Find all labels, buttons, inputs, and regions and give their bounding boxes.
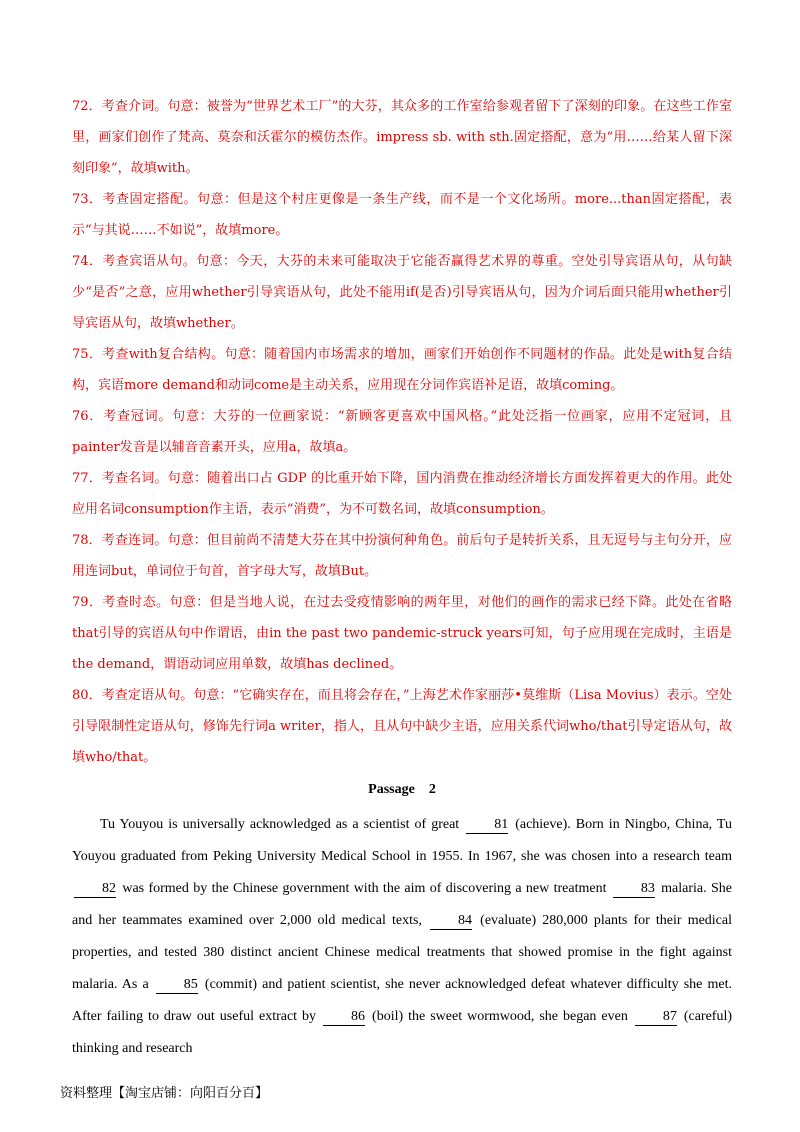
answer-item [72,525,732,587]
passage-segment: malaria. She and her teammates examined over 2,000 old medical texts, [72,881,732,928]
answer-text: ．考查介词。句意：被誉为“世界艺术工厂”的大芬，其众多的工作室给参观者留下了深刻的印象。在这些工作室里，画家们创作了梵高、莫奈和沃霍尔的模仿杰作。impress sb. with sth.固定搭配，意为“用……给某人留下深刻印象”，故填with。 [72,99,732,176]
answer-text: ．考查时态。句意：但是当地人说，在过去受疫情影响的两年里，对他们的画作的需求已经下降。此处在省略that引导的宾语从句中作谓语，由in the past two pandemic-struck years可知，句子应用现在完成时，主语是the demand，谓语动词应用单数，故填has declined。 [72,595,732,672]
answer-number: 80 [72,688,89,703]
answer-explanations [72,91,732,773]
answer-text: ．考查固定搭配。句意：但是这个村庄更像是一条生产线，而不是一个文化场所。more...than固定搭配，表示“与其说……不如说”，故填more。 [72,192,732,238]
footer-source: 资料整理【淘宝店铺：向阳百分百】 [60,1086,269,1101]
blank-85: 85 [156,977,198,994]
answer-item [72,463,732,525]
answer-item [72,680,732,773]
answer-number: 79 [72,595,89,610]
document-page [72,91,732,1065]
answer-item [72,401,732,463]
answer-number: 77 [72,471,89,486]
answer-item [72,587,732,680]
passage-segment: (commit) and patient scientist, she never acknowledged defeat whatever difficulty she met. After failing to draw out useful extract by [72,977,732,1024]
passage-text [72,809,732,1065]
blank-87: 87 [635,1009,677,1026]
answer-item [72,184,732,246]
blank-86: 86 [323,1009,365,1026]
answer-number: 74 [72,254,89,269]
passage-segment: Tu Youyou is universally acknowledged as a scientist of great [100,817,465,832]
answer-number: 72 [72,99,89,114]
answer-text: ．考查with复合结构。句意：随着国内市场需求的增加，画家们开始创作不同题材的作品。此处是with复合结构，宾语more demand和动词come是主动关系，应用现在分词作宾语补足语，故填coming。 [72,347,732,393]
answer-text: ．考查冠词。句意：大芬的一位画家说：“新顾客更喜欢中国风格。”此处泛指一位画家，应用不定冠词，且painter发音是以辅音音素开头，应用a，故填a。 [72,409,732,455]
passage-segment: was formed by the Chinese government with the aim of discovering a new treatment [118,881,611,896]
answer-number: 73 [72,192,89,207]
blank-82: 82 [74,881,116,898]
answer-item [72,91,732,184]
blank-83: 83 [613,881,655,898]
passage-segment: (achieve). Born in Ningbo, China, Tu Youyou graduated from Peking University Medical School in 1955. In 1967, she was chosen into a research team [72,817,732,864]
answer-item [72,339,732,401]
answer-text: ．考查宾语从句。句意：今天，大芬的未来可能取决于它能否赢得艺术界的尊重。空处引导宾语从句，从句缺少“是否”之意，应用whether引导宾语从句，此处不能用if(是否)引导宾语从句，因为介词后面只能用whether引导宾语从句，故填whether。 [72,254,732,331]
blank-81: 81 [466,817,508,834]
answer-number: 78 [72,533,89,548]
passage-segment: (boil) the sweet wormwood, she began even [367,1009,633,1024]
blank-84: 84 [430,913,472,930]
answer-number: 76 [72,409,89,424]
passage-segment: (evaluate) 280,000 plants for their medical properties, and tested 380 distinct ancient Chinese medical treatments that showed promise in the fight against malaria. As a [72,913,732,992]
answer-text: ．考查名词。句意：随着出口占 GDP 的比重开始下降，国内消费在推动经济增长方面发挥着更大的作用。此处应用名词consumption作主语，表示“消费”，为不可数名词，故填consumption。 [72,471,732,517]
passage-title: Passage 2 [368,782,436,797]
answer-item [72,246,732,339]
answer-number: 75 [72,347,89,362]
answer-text: ．考查定语从句。句意：“它确实存在，而且将会存在，”上海艺术作家丽莎•莫维斯（Lisa Movius）表示。空处引导限制性定语从句，修饰先行词a writer，指人，且从句中缺少主语，应用关系代词who/that引导定语从句，故填who/that。 [72,688,732,765]
answer-text: ．考查连词。句意：但目前尚不清楚大芬在其中扮演何种角色。前后句子是转折关系，且无逗号与主句分开，应用连词but，单词位于句首，首字母大写，故填But。 [72,533,732,579]
passage-segment: (careful) thinking and research [72,1009,732,1056]
